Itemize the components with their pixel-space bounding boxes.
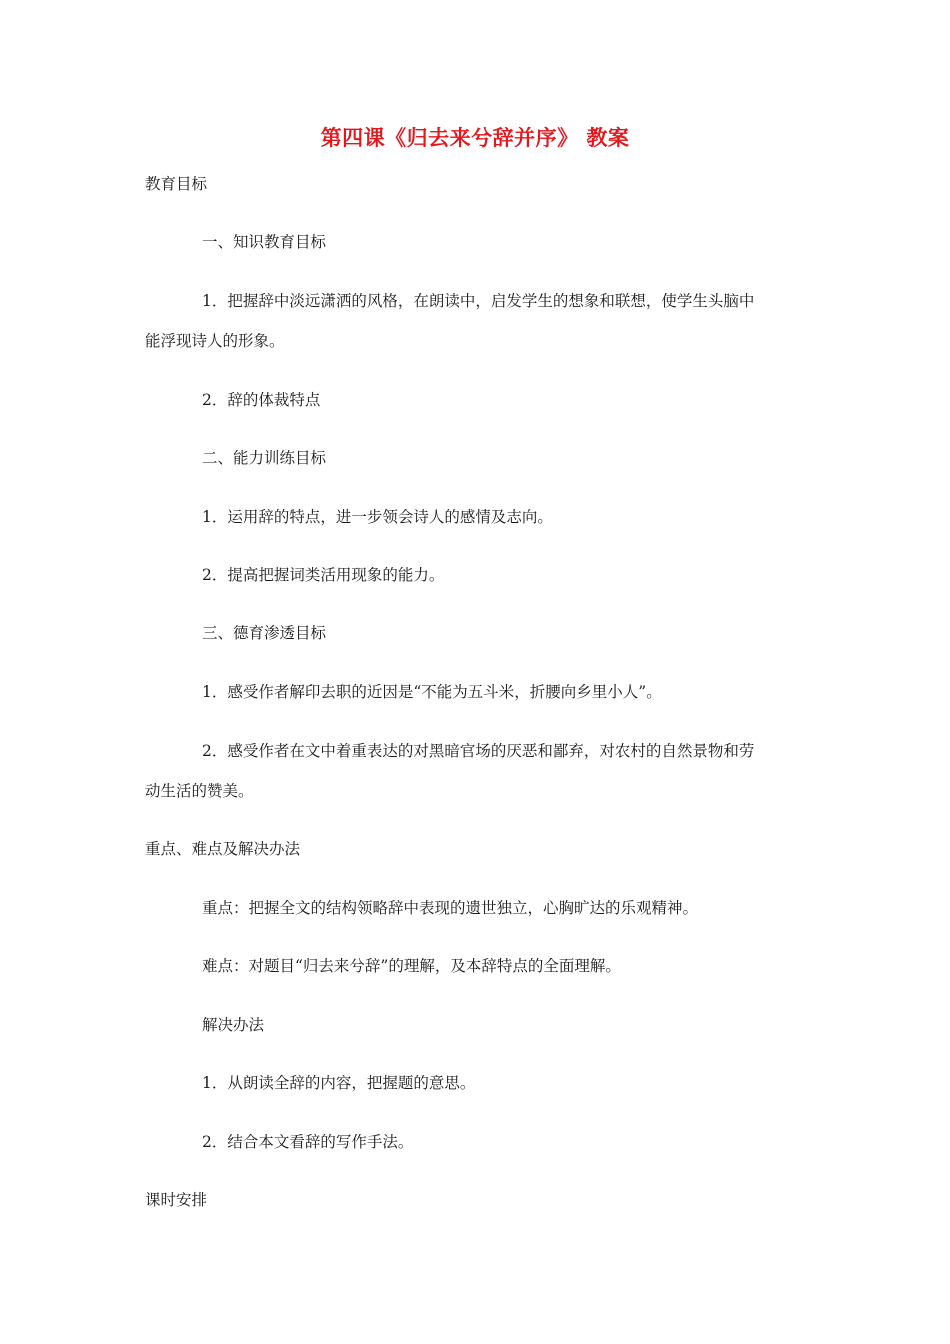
subsection-heading-knowledge-goals: 一、知识教育目标 [202,233,327,251]
paragraph-key-point: 重点：把握全文的结构领略辞中表现的遗世独立，心胸旷达的乐观精神。 [202,899,699,917]
subsection-heading-ability-goals: 二、能力训练目标 [202,449,327,467]
paragraph-moral-2: 2．感受作者在文中着重表达的对黑暗官场的厌恶和鄙弃，对农村的自然景物和劳 [202,742,755,760]
section-heading-schedule: 课时安排 [145,1191,208,1209]
paragraph-difficult-point: 难点：对题目“归去来兮辞”的理解，及本辞特点的全面理解。 [202,957,621,975]
subsection-heading-solutions: 解决办法 [202,1016,265,1034]
paragraph-knowledge-2: 2．辞的体裁特点 [202,391,321,409]
subsection-heading-moral-goals: 三、德育渗透目标 [202,624,327,642]
section-heading-education-goals: 教育目标 [145,175,208,193]
paragraph-solution-2: 2．结合本文看辞的写作手法。 [202,1133,414,1151]
document-title: 第四课《归去来兮辞并序》 教案 [320,126,630,150]
paragraph-ability-1: 1．运用辞的特点，进一步领会诗人的感情及志向。 [202,508,553,526]
paragraph-knowledge-1: 1．把握辞中淡远潇洒的风格，在朗读中，启发学生的想象和联想，使学生头脑中 [202,292,755,310]
paragraph-knowledge-1-continued: 能浮现诗人的形象。 [145,332,285,350]
paragraph-moral-1: 1．感受作者解印去职的近因是“不能为五斗米，折腰向乡里小人”。 [202,683,662,701]
paragraph-moral-2-continued: 动生活的赞美。 [145,782,254,800]
paragraph-ability-2: 2．提高把握词类活用现象的能力。 [202,566,445,584]
paragraph-solution-1: 1．从朗读全辞的内容，把握题的意思。 [202,1074,476,1092]
section-heading-key-points: 重点、难点及解决办法 [145,840,301,858]
